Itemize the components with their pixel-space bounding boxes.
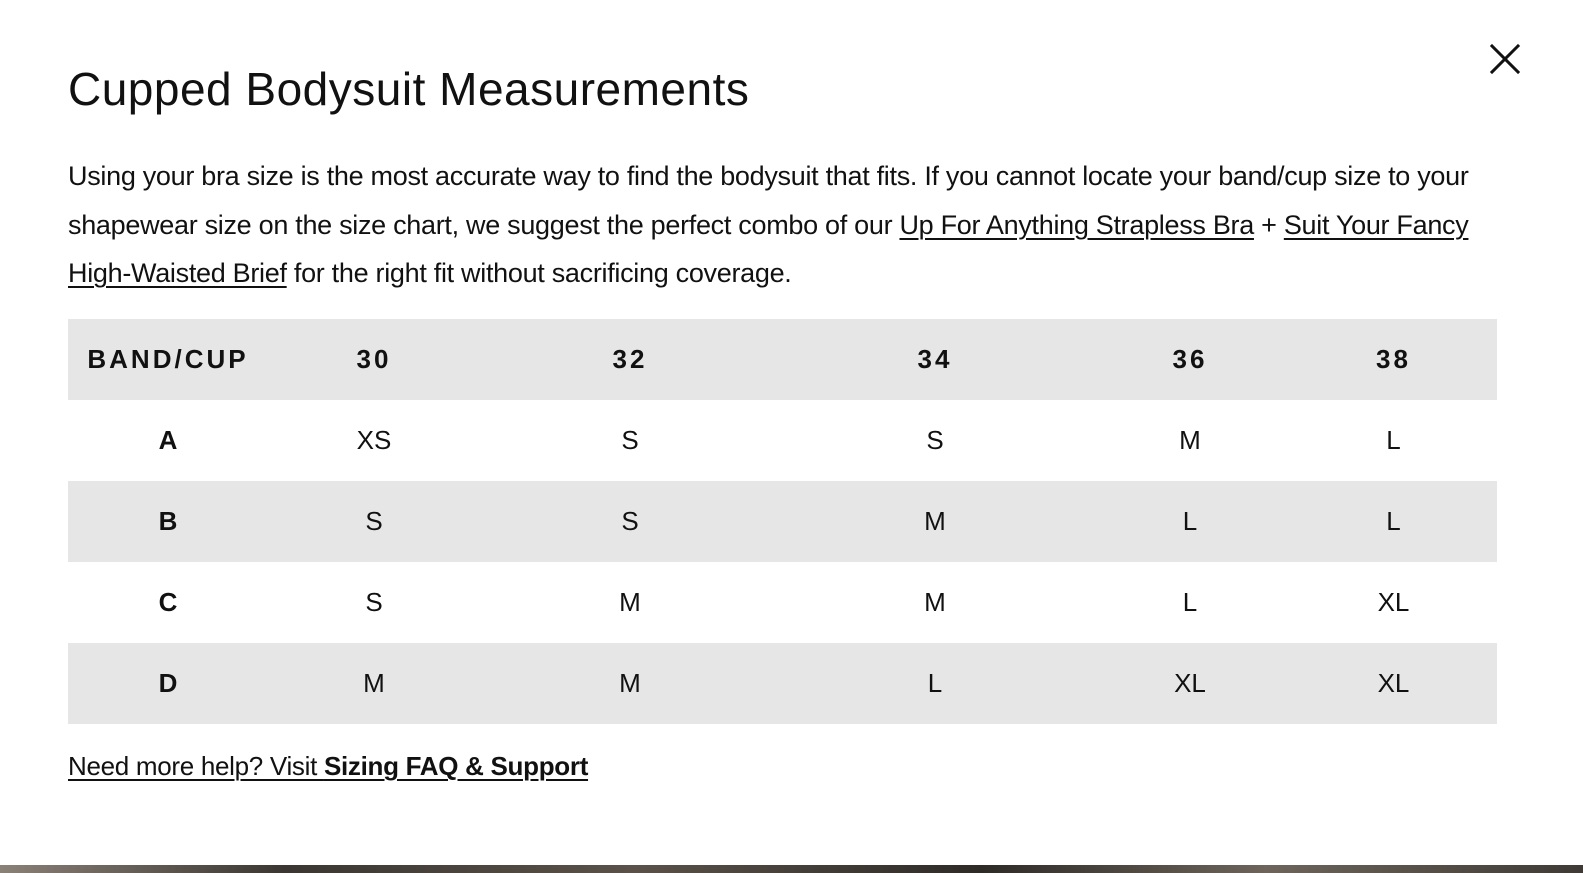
- size-cell: S: [365, 506, 383, 536]
- size-cell: S: [365, 587, 383, 617]
- size-cell: M: [1179, 425, 1201, 455]
- table-row: [68, 562, 1497, 643]
- strapless-bra-link[interactable]: Up For Anything Strapless Bra: [899, 209, 1254, 240]
- header-band-34: 34: [917, 344, 953, 374]
- size-cell: S: [926, 425, 944, 455]
- header-band-32: 32: [612, 344, 648, 374]
- size-cell: M: [924, 506, 946, 536]
- size-cell: XS: [356, 425, 392, 455]
- size-cell: S: [621, 425, 639, 455]
- cup-label: D: [158, 668, 178, 698]
- help-prefix: Need more help? Visit: [68, 751, 324, 781]
- size-cell: L: [1386, 506, 1401, 536]
- cup-label: A: [158, 425, 178, 455]
- size-cell: M: [619, 587, 641, 617]
- intro-text-after: for the right fit without sacrificing coverage.: [286, 258, 792, 288]
- size-cell: XL: [1377, 668, 1410, 698]
- intro-text-before: Using your bra size is the most accurate way to find the bodysuit that fits. If you cannot locate your band/cup size to your shapewear size on the size chart, we suggest the perfect combo of our: [68, 161, 1469, 240]
- size-cell: S: [621, 506, 639, 536]
- high-waisted-brief-link[interactable]: Suit Your Fancy High-Waisted Brief: [68, 209, 1469, 288]
- header-band-cup: BAND/CUP: [87, 344, 249, 374]
- header-band-38: 38: [1376, 344, 1411, 374]
- help-link-label: Sizing FAQ & Support: [323, 751, 589, 781]
- close-icon: [1486, 40, 1526, 80]
- table-row: [68, 481, 1497, 562]
- cup-label: B: [158, 506, 178, 536]
- size-cell: L: [1386, 425, 1401, 455]
- header-band-36: 36: [1172, 344, 1208, 374]
- header-band-30: 30: [356, 344, 392, 374]
- table-header-row: [68, 319, 1497, 400]
- table-row: [68, 400, 1497, 481]
- background-page-strip: [0, 865, 1583, 873]
- size-cell: M: [924, 587, 946, 617]
- size-cell: L: [927, 668, 943, 698]
- intro-connector: +: [1253, 209, 1284, 240]
- size-cell: M: [363, 668, 385, 698]
- cup-label: C: [158, 587, 178, 617]
- table-row: [68, 643, 1497, 724]
- size-chart-table: [68, 319, 1497, 724]
- modal-title: Cupped Bodysuit Measurements: [68, 63, 750, 115]
- intro-paragraph: [68, 152, 1508, 298]
- close-button[interactable]: [1486, 40, 1526, 80]
- size-cell: M: [619, 668, 641, 698]
- size-cell: L: [1182, 506, 1198, 536]
- size-cell: L: [1182, 587, 1198, 617]
- size-cell: XL: [1174, 668, 1206, 698]
- sizing-faq-link[interactable]: [68, 746, 588, 786]
- size-cell: XL: [1377, 587, 1410, 617]
